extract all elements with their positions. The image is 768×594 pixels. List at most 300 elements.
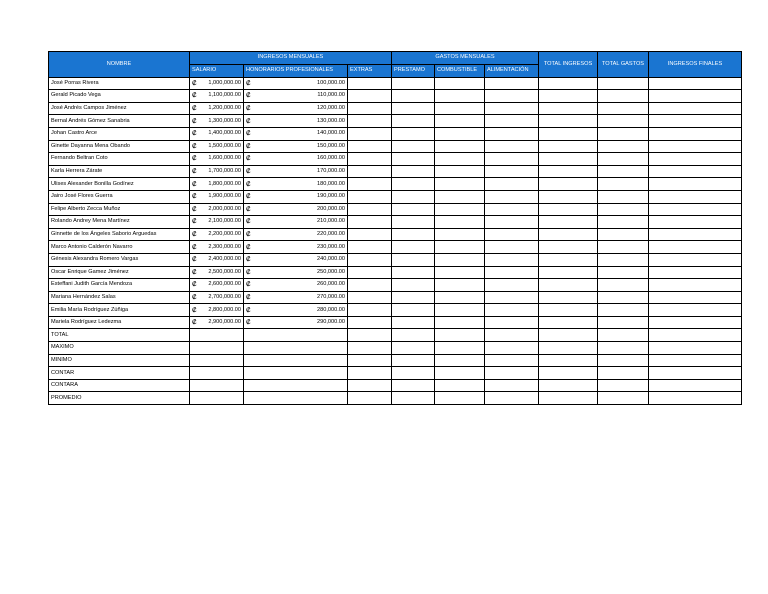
empty-cell[interactable] (348, 228, 392, 241)
empty-cell[interactable] (485, 342, 539, 355)
salario-cell[interactable] (190, 190, 244, 203)
empty-cell[interactable] (649, 228, 742, 241)
empty-cell[interactable] (435, 102, 485, 115)
cell-value: 110,000.00 (317, 92, 345, 99)
summary-label-cell[interactable]: MAXIMO (49, 342, 190, 355)
summary-label-cell[interactable]: MINIMO (49, 354, 190, 367)
honorarios-cell[interactable] (244, 115, 348, 128)
table-row (49, 241, 742, 254)
empty-cell[interactable] (244, 329, 348, 342)
empty-cell[interactable] (539, 266, 598, 279)
empty-cell[interactable] (539, 291, 598, 304)
empty-cell[interactable] (539, 228, 598, 241)
header-nombre[interactable]: NOMBRE (49, 52, 190, 78)
salario-cell[interactable] (190, 203, 244, 216)
empty-cell[interactable] (435, 367, 485, 380)
salario-cell[interactable] (190, 178, 244, 191)
name-cell[interactable]: Mariana Hernández Salas (49, 291, 190, 304)
empty-cell[interactable] (598, 90, 649, 103)
empty-cell[interactable] (348, 379, 392, 392)
empty-cell[interactable] (649, 354, 742, 367)
empty-cell[interactable] (348, 266, 392, 279)
empty-cell[interactable] (485, 354, 539, 367)
honorarios-cell[interactable] (244, 266, 348, 279)
empty-cell[interactable] (485, 127, 539, 140)
empty-cell[interactable] (348, 216, 392, 229)
name-cell[interactable]: Felipe Alberto Zecca Muñoz (49, 203, 190, 216)
empty-cell[interactable] (485, 266, 539, 279)
empty-cell[interactable] (649, 90, 742, 103)
empty-cell[interactable] (348, 367, 392, 380)
empty-cell[interactable] (539, 329, 598, 342)
empty-cell[interactable] (598, 329, 649, 342)
cell-value: 100,000.00 (317, 79, 345, 86)
empty-cell[interactable] (649, 367, 742, 380)
empty-cell[interactable] (485, 203, 539, 216)
salario-cell[interactable] (190, 165, 244, 178)
empty-cell[interactable] (485, 115, 539, 128)
salario-cell[interactable] (190, 90, 244, 103)
empty-cell[interactable] (348, 140, 392, 153)
empty-cell[interactable] (598, 392, 649, 405)
empty-cell[interactable] (539, 127, 598, 140)
empty-cell[interactable] (392, 216, 435, 229)
empty-cell[interactable] (348, 392, 392, 405)
empty-cell[interactable] (649, 140, 742, 153)
empty-cell[interactable] (435, 354, 485, 367)
empty-cell[interactable] (244, 342, 348, 355)
empty-cell[interactable] (348, 165, 392, 178)
empty-cell[interactable] (598, 115, 649, 128)
empty-cell[interactable] (392, 291, 435, 304)
salario-cell[interactable] (190, 266, 244, 279)
empty-cell[interactable] (485, 253, 539, 266)
empty-cell[interactable] (244, 367, 348, 380)
empty-cell[interactable] (392, 241, 435, 254)
empty-cell[interactable] (435, 342, 485, 355)
empty-cell[interactable] (649, 190, 742, 203)
empty-cell[interactable] (485, 140, 539, 153)
honorarios-cell[interactable] (244, 190, 348, 203)
salario-cell[interactable] (190, 279, 244, 292)
table-row (49, 216, 742, 229)
empty-cell[interactable] (485, 228, 539, 241)
empty-cell[interactable] (392, 90, 435, 103)
empty-cell[interactable] (392, 253, 435, 266)
empty-cell[interactable] (485, 291, 539, 304)
empty-cell[interactable] (598, 178, 649, 191)
empty-cell[interactable] (348, 241, 392, 254)
empty-cell[interactable] (598, 241, 649, 254)
cell-value: 210,000.00 (317, 218, 345, 225)
empty-cell[interactable] (435, 178, 485, 191)
cell-value: 160,000.00 (317, 155, 345, 162)
empty-cell[interactable] (392, 266, 435, 279)
empty-cell[interactable] (539, 115, 598, 128)
empty-cell[interactable] (392, 279, 435, 292)
empty-cell[interactable] (435, 203, 485, 216)
empty-cell[interactable] (649, 127, 742, 140)
salario-cell[interactable] (190, 316, 244, 329)
name-cell[interactable]: Johan Castro Arce (49, 127, 190, 140)
empty-cell[interactable] (539, 354, 598, 367)
empty-cell[interactable] (649, 392, 742, 405)
empty-cell[interactable] (539, 190, 598, 203)
empty-cell[interactable] (539, 153, 598, 166)
empty-cell[interactable] (348, 203, 392, 216)
empty-cell[interactable] (598, 140, 649, 153)
empty-cell[interactable] (348, 102, 392, 115)
honorarios-cell[interactable] (244, 90, 348, 103)
empty-cell[interactable] (435, 253, 485, 266)
salario-cell[interactable] (190, 153, 244, 166)
currency-symbol: ₡ (246, 281, 251, 289)
empty-cell[interactable] (244, 379, 348, 392)
empty-cell[interactable] (598, 203, 649, 216)
empty-cell[interactable] (348, 304, 392, 317)
empty-cell[interactable] (485, 379, 539, 392)
cell-value: 260,000.00 (317, 281, 345, 288)
empty-cell[interactable] (435, 316, 485, 329)
empty-cell[interactable] (392, 115, 435, 128)
empty-cell[interactable] (348, 90, 392, 103)
summary-label-cell[interactable]: CONTARA (49, 379, 190, 392)
name-cell[interactable]: Ulises Alexander Bonilla Godínez (49, 178, 190, 191)
empty-cell[interactable] (348, 316, 392, 329)
name-cell[interactable]: Emilia María Rodríguez Zúñiga (49, 304, 190, 317)
empty-cell[interactable] (190, 342, 244, 355)
empty-cell[interactable] (539, 279, 598, 292)
empty-cell[interactable] (348, 253, 392, 266)
honorarios-cell[interactable] (244, 77, 348, 90)
header-ingresos-mensuales[interactable]: INGRESOS MENSUALES (190, 52, 392, 65)
header-salario[interactable]: SALARIO (190, 64, 244, 77)
name-cell[interactable]: Bernal Andrés Gómez Sanabria (49, 115, 190, 128)
empty-cell[interactable] (598, 354, 649, 367)
empty-cell[interactable] (649, 203, 742, 216)
empty-cell[interactable] (649, 304, 742, 317)
currency-symbol: ₡ (246, 293, 251, 301)
empty-cell[interactable] (649, 266, 742, 279)
empty-cell[interactable] (539, 241, 598, 254)
empty-cell[interactable] (435, 329, 485, 342)
currency-symbol: ₡ (246, 218, 251, 226)
honorarios-cell[interactable] (244, 178, 348, 191)
empty-cell[interactable] (392, 102, 435, 115)
honorarios-cell[interactable] (244, 153, 348, 166)
honorarios-cell[interactable] (244, 140, 348, 153)
empty-cell[interactable] (190, 354, 244, 367)
empty-cell[interactable] (392, 140, 435, 153)
name-cell[interactable]: Ginette Dayanna Mena Obando (49, 140, 190, 153)
empty-cell[interactable] (348, 77, 392, 90)
empty-cell[interactable] (392, 203, 435, 216)
empty-cell[interactable] (190, 329, 244, 342)
empty-cell[interactable] (348, 190, 392, 203)
empty-cell[interactable] (348, 153, 392, 166)
empty-cell[interactable] (598, 266, 649, 279)
empty-cell[interactable] (392, 304, 435, 317)
salario-cell[interactable] (190, 102, 244, 115)
empty-cell[interactable] (649, 115, 742, 128)
name-cell[interactable]: Marco Antonio Calderón Navarro (49, 241, 190, 254)
empty-cell[interactable] (435, 90, 485, 103)
empty-cell[interactable] (435, 304, 485, 317)
empty-cell[interactable] (435, 190, 485, 203)
empty-cell[interactable] (649, 379, 742, 392)
empty-cell[interactable] (649, 178, 742, 191)
empty-cell[interactable] (539, 90, 598, 103)
name-cell[interactable]: Génesis Alexandra Romero Vargas (49, 253, 190, 266)
empty-cell[interactable] (539, 304, 598, 317)
empty-cell[interactable] (539, 253, 598, 266)
empty-cell[interactable] (435, 216, 485, 229)
header-gastos-mensuales[interactable]: GASTOS MENSUALES (392, 52, 539, 65)
honorarios-cell[interactable] (244, 127, 348, 140)
empty-cell[interactable] (539, 216, 598, 229)
summary-label-cell[interactable]: PROMEDIO (49, 392, 190, 405)
salario-cell[interactable] (190, 228, 244, 241)
honorarios-cell[interactable] (244, 102, 348, 115)
name-cell[interactable]: Ginnette de los Ángeles Saborio Arguedas (49, 228, 190, 241)
empty-cell[interactable] (435, 153, 485, 166)
empty-cell[interactable] (598, 279, 649, 292)
honorarios-cell[interactable] (244, 304, 348, 317)
empty-cell[interactable] (348, 329, 392, 342)
empty-cell[interactable] (392, 127, 435, 140)
empty-cell[interactable] (190, 379, 244, 392)
empty-cell[interactable] (435, 228, 485, 241)
header-ingresos-finales[interactable]: INGRESOS FINALES (649, 52, 742, 78)
salario-cell[interactable] (190, 127, 244, 140)
header-alimentacion[interactable]: ALIMENTACIÓN (485, 64, 539, 77)
empty-cell[interactable] (435, 291, 485, 304)
name-cell[interactable]: Esteffani Judith García Mendoza (49, 279, 190, 292)
empty-cell[interactable] (485, 279, 539, 292)
header-combustible[interactable]: COMBUSTIBLE (435, 64, 485, 77)
currency-symbol: ₡ (246, 205, 251, 213)
empty-cell[interactable] (598, 228, 649, 241)
empty-cell[interactable] (485, 316, 539, 329)
name-cell[interactable]: Oscar Enrique Gamez Jiménez (49, 266, 190, 279)
empty-cell[interactable] (649, 279, 742, 292)
salario-cell[interactable] (190, 140, 244, 153)
empty-cell[interactable] (539, 165, 598, 178)
empty-cell[interactable] (392, 367, 435, 380)
empty-cell[interactable] (539, 178, 598, 191)
name-cell[interactable]: José Porras Rivera (49, 77, 190, 90)
empty-cell[interactable] (598, 102, 649, 115)
honorarios-cell[interactable] (244, 253, 348, 266)
empty-cell[interactable] (435, 77, 485, 90)
name-cell[interactable]: Rolando Andrey Mena Martínez (49, 216, 190, 229)
cell-value: 200,000.00 (317, 205, 345, 212)
empty-cell[interactable] (598, 304, 649, 317)
cell-value: 150,000.00 (317, 142, 345, 149)
empty-cell[interactable] (485, 77, 539, 90)
empty-cell[interactable] (435, 392, 485, 405)
empty-cell[interactable] (348, 279, 392, 292)
empty-cell[interactable] (539, 342, 598, 355)
empty-cell[interactable] (435, 127, 485, 140)
empty-cell[interactable] (598, 127, 649, 140)
empty-cell[interactable] (539, 392, 598, 405)
summary-label-cell[interactable]: CONTAR (49, 367, 190, 380)
empty-cell[interactable] (348, 354, 392, 367)
empty-cell[interactable] (485, 216, 539, 229)
cell-value: 2,400,000.00 (208, 256, 241, 263)
empty-cell[interactable] (485, 178, 539, 191)
empty-cell[interactable] (598, 291, 649, 304)
summary-row (49, 354, 742, 367)
table-row (49, 228, 742, 241)
empty-cell[interactable] (435, 115, 485, 128)
empty-cell[interactable] (348, 127, 392, 140)
empty-cell[interactable] (598, 316, 649, 329)
empty-cell[interactable] (598, 190, 649, 203)
empty-cell[interactable] (485, 392, 539, 405)
empty-cell[interactable] (598, 216, 649, 229)
empty-cell[interactable] (485, 190, 539, 203)
name-cell[interactable]: Karla Herrera Zárate (49, 165, 190, 178)
currency-symbol: ₡ (246, 117, 251, 125)
header-total-ingresos[interactable]: TOTAL INGRESOS (539, 52, 598, 78)
table-row (49, 90, 742, 103)
empty-cell[interactable] (485, 329, 539, 342)
empty-cell[interactable] (392, 342, 435, 355)
empty-cell[interactable] (485, 153, 539, 166)
honorarios-cell[interactable] (244, 216, 348, 229)
empty-cell[interactable] (598, 153, 649, 166)
empty-cell[interactable] (598, 367, 649, 380)
empty-cell[interactable] (649, 291, 742, 304)
name-cell[interactable]: Fernando Beltran Coto (49, 153, 190, 166)
empty-cell[interactable] (598, 77, 649, 90)
empty-cell[interactable] (485, 304, 539, 317)
honorarios-cell[interactable] (244, 228, 348, 241)
header-prestamo[interactable]: PRESTAMO (392, 64, 435, 77)
empty-cell[interactable] (539, 367, 598, 380)
empty-cell[interactable] (485, 90, 539, 103)
empty-cell[interactable] (392, 392, 435, 405)
salario-cell[interactable] (190, 291, 244, 304)
cell-value: 270,000.00 (317, 293, 345, 300)
salario-cell[interactable] (190, 241, 244, 254)
empty-cell[interactable] (649, 216, 742, 229)
empty-cell[interactable] (649, 329, 742, 342)
empty-cell[interactable] (649, 102, 742, 115)
empty-cell[interactable] (348, 342, 392, 355)
salario-cell[interactable] (190, 253, 244, 266)
empty-cell[interactable] (392, 316, 435, 329)
honorarios-cell[interactable] (244, 279, 348, 292)
header-extras[interactable]: EXTRAS (348, 64, 392, 77)
salario-cell[interactable] (190, 304, 244, 317)
honorarios-cell[interactable] (244, 291, 348, 304)
empty-cell[interactable] (435, 266, 485, 279)
empty-cell[interactable] (392, 379, 435, 392)
empty-cell[interactable] (435, 165, 485, 178)
empty-cell[interactable] (190, 367, 244, 380)
empty-cell[interactable] (485, 241, 539, 254)
empty-cell[interactable] (392, 354, 435, 367)
empty-cell[interactable] (598, 253, 649, 266)
empty-cell[interactable] (539, 379, 598, 392)
currency-symbol: ₡ (192, 319, 197, 327)
honorarios-cell[interactable] (244, 241, 348, 254)
empty-cell[interactable] (485, 102, 539, 115)
empty-cell[interactable] (392, 228, 435, 241)
table-row (49, 203, 742, 216)
summary-row (49, 379, 742, 392)
honorarios-cell[interactable] (244, 165, 348, 178)
empty-cell[interactable] (435, 140, 485, 153)
salario-cell[interactable] (190, 216, 244, 229)
empty-cell[interactable] (392, 178, 435, 191)
empty-cell[interactable] (539, 316, 598, 329)
empty-cell[interactable] (392, 153, 435, 166)
empty-cell[interactable] (539, 140, 598, 153)
empty-cell[interactable] (649, 77, 742, 90)
currency-symbol: ₡ (246, 79, 251, 87)
empty-cell[interactable] (435, 279, 485, 292)
empty-cell[interactable] (649, 165, 742, 178)
salario-cell[interactable] (190, 115, 244, 128)
empty-cell[interactable] (190, 392, 244, 405)
empty-cell[interactable] (649, 342, 742, 355)
empty-cell[interactable] (598, 379, 649, 392)
name-cell[interactable]: José Andrés Campos Jiménez (49, 102, 190, 115)
cell-value: 1,700,000.00 (208, 168, 241, 175)
header-honorarios[interactable]: HONORARIOS PROFESIONALES (244, 64, 348, 77)
name-cell[interactable]: Jairo José Flores Guerra (49, 190, 190, 203)
empty-cell[interactable] (649, 316, 742, 329)
summary-label-cell[interactable]: TOTAL (49, 329, 190, 342)
empty-cell[interactable] (649, 153, 742, 166)
empty-cell[interactable] (348, 115, 392, 128)
empty-cell[interactable] (244, 392, 348, 405)
header-total-gastos[interactable]: TOTAL GASTOS (598, 52, 649, 78)
empty-cell[interactable] (392, 77, 435, 90)
empty-cell[interactable] (435, 379, 485, 392)
empty-cell[interactable] (435, 241, 485, 254)
cell-value: 140,000.00 (317, 130, 345, 137)
empty-cell[interactable] (649, 241, 742, 254)
salario-cell[interactable] (190, 77, 244, 90)
empty-cell[interactable] (348, 291, 392, 304)
empty-cell[interactable] (598, 342, 649, 355)
empty-cell[interactable] (348, 178, 392, 191)
empty-cell[interactable] (485, 165, 539, 178)
empty-cell[interactable] (485, 367, 539, 380)
empty-cell[interactable] (392, 329, 435, 342)
empty-cell[interactable] (649, 253, 742, 266)
empty-cell[interactable] (392, 190, 435, 203)
empty-cell[interactable] (392, 165, 435, 178)
honorarios-cell[interactable] (244, 316, 348, 329)
empty-cell[interactable] (598, 165, 649, 178)
empty-cell[interactable] (539, 77, 598, 90)
name-cell[interactable]: Mariela Rodríguez Ledezma (49, 316, 190, 329)
currency-symbol: ₡ (246, 193, 251, 201)
empty-cell[interactable] (539, 203, 598, 216)
empty-cell[interactable] (244, 354, 348, 367)
table-body (49, 77, 742, 404)
honorarios-cell[interactable] (244, 203, 348, 216)
currency-symbol: ₡ (246, 268, 251, 276)
empty-cell[interactable] (539, 102, 598, 115)
name-cell[interactable]: Gerald Picado Vega (49, 90, 190, 103)
